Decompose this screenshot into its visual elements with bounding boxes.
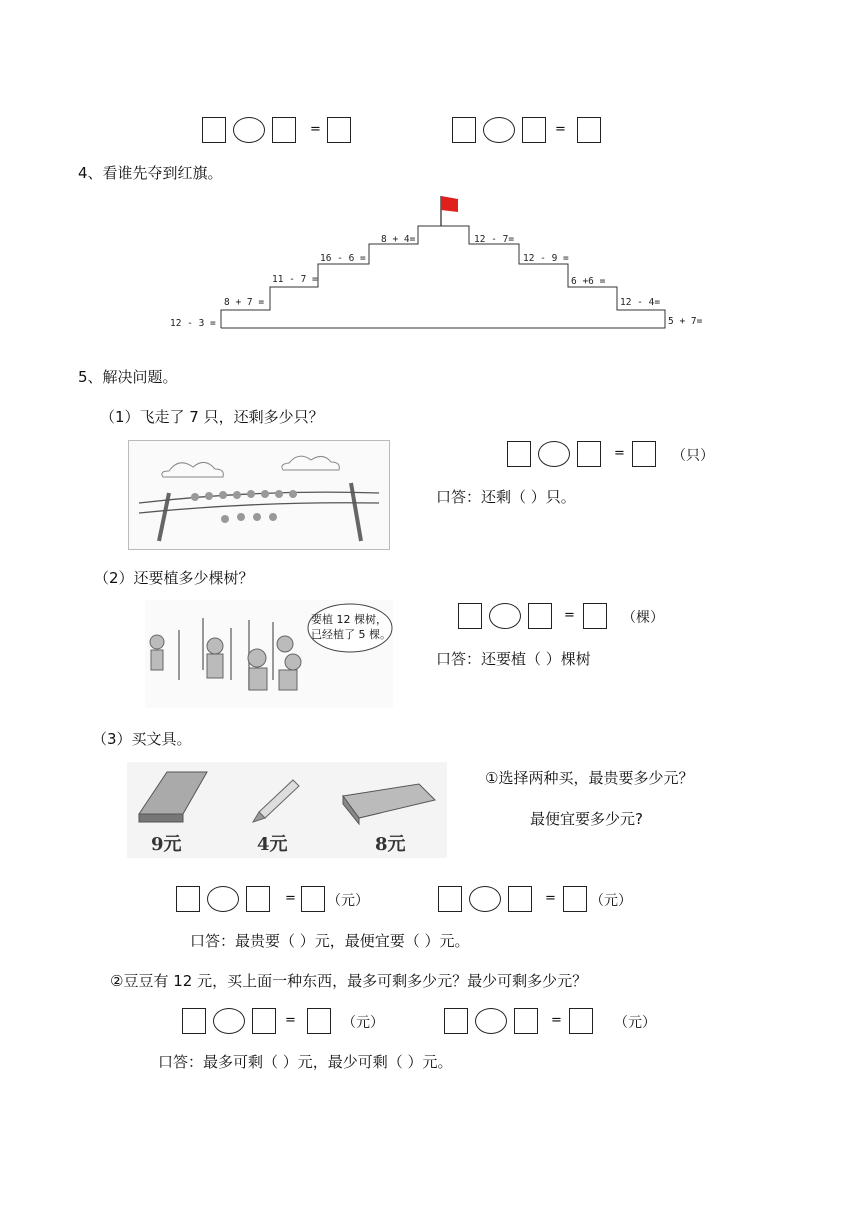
equals-sign: = (614, 446, 625, 461)
q1-label: （1）飞走了 7 只，还剩多少只？ (100, 408, 324, 426)
answer-box[interactable] (246, 886, 270, 912)
step-expression: 8 + 4= (381, 234, 416, 245)
equals-sign: = (564, 608, 575, 623)
staircase-outline (0, 0, 860, 340)
equals-sign: = (555, 122, 566, 137)
answer-box[interactable] (514, 1008, 538, 1034)
q3-label: （3）买文具。 (92, 730, 192, 748)
answer-box[interactable] (301, 886, 325, 912)
q3-sub1-line2: 最便宜要多少元? (530, 810, 643, 828)
red-flag-icon (441, 196, 458, 212)
q3-sub1-line1: ①选择两种买，最贵要多少元？ (485, 769, 694, 787)
unit-label: （元） (342, 1015, 384, 1031)
pencil-case-icon (343, 784, 435, 824)
operator-circle[interactable] (489, 603, 521, 629)
section5-title: 5、解决问题。 (78, 368, 178, 386)
answer-box[interactable] (632, 441, 656, 467)
answer-box[interactable] (569, 1008, 593, 1034)
q2-answer: 口答：还要植（ ）棵树 (436, 650, 591, 668)
step-expression: 6 +6 = (571, 276, 606, 287)
operator-circle[interactable] (538, 441, 570, 467)
step-expression: 11 - 7 = (272, 274, 318, 285)
equals-sign: = (545, 891, 556, 906)
answer-box[interactable] (438, 886, 462, 912)
operator-circle[interactable] (475, 1008, 507, 1034)
answer-box[interactable] (444, 1008, 468, 1034)
unit-label: （元） (590, 893, 632, 909)
answer-box[interactable] (528, 603, 552, 629)
step-expression: 16 - 6 = (320, 253, 366, 264)
q3-answer-2: 口答：最多可剩（ ）元，最少可剩（ ）元。 (158, 1053, 453, 1071)
answer-box[interactable] (577, 441, 601, 467)
price-label: 8元 (375, 834, 406, 855)
pen-icon (253, 780, 299, 822)
step-expression: 12 - 4= (620, 297, 661, 308)
birds-icon (129, 441, 389, 549)
equals-sign: = (551, 1013, 562, 1028)
unit-label: （只） (672, 448, 714, 464)
step-expression: 12 - 3 = (170, 318, 216, 329)
answer-box[interactable] (583, 603, 607, 629)
operator-circle[interactable] (469, 886, 501, 912)
tree-planting-illustration (145, 600, 393, 708)
answer-box[interactable] (252, 1008, 276, 1034)
answer-box[interactable] (563, 886, 587, 912)
price-label: 9元 (151, 834, 182, 855)
answer-box[interactable] (508, 886, 532, 912)
birds-on-wire-illustration (128, 440, 390, 550)
answer-box[interactable] (176, 886, 200, 912)
answer-box[interactable] (458, 603, 482, 629)
speech-bubble-text: 要植 12 棵树，已经植了 5 棵。 (311, 613, 391, 641)
operator-circle[interactable] (213, 1008, 245, 1034)
notebook-icon (139, 772, 207, 822)
q3-sub2: ②豆豆有 12 元，买上面一种东西，最多可剩多少元？最少可剩多少元？ (110, 972, 588, 990)
unit-label: （元） (327, 893, 369, 909)
answer-box[interactable] (307, 1008, 331, 1034)
section4-title: 4、看谁先夺到红旗。 (78, 164, 223, 182)
unit-label: （元） (614, 1015, 656, 1031)
stationery-illustration (127, 762, 447, 858)
answer-box[interactable] (182, 1008, 206, 1034)
unit-label: （棵） (622, 610, 664, 626)
price-label: 4元 (257, 834, 288, 855)
operator-circle[interactable] (207, 886, 239, 912)
step-expression: 8 + 7 = (224, 297, 265, 308)
equals-sign: = (310, 122, 321, 137)
q2-label: （2）还要植多少棵树？ (94, 569, 254, 587)
step-expression: 5 + 7= (668, 316, 703, 327)
equals-sign: = (285, 1013, 296, 1028)
q1-answer: 口答：还剩（ ）只。 (436, 488, 576, 506)
answer-box[interactable] (507, 441, 531, 467)
step-expression: 12 - 9 = (523, 253, 569, 264)
q3-answer-1: 口答：最贵要（ ）元，最便宜要（ ）元。 (190, 932, 470, 950)
equals-sign: = (285, 891, 296, 906)
step-expression: 12 - 7= (474, 234, 515, 245)
